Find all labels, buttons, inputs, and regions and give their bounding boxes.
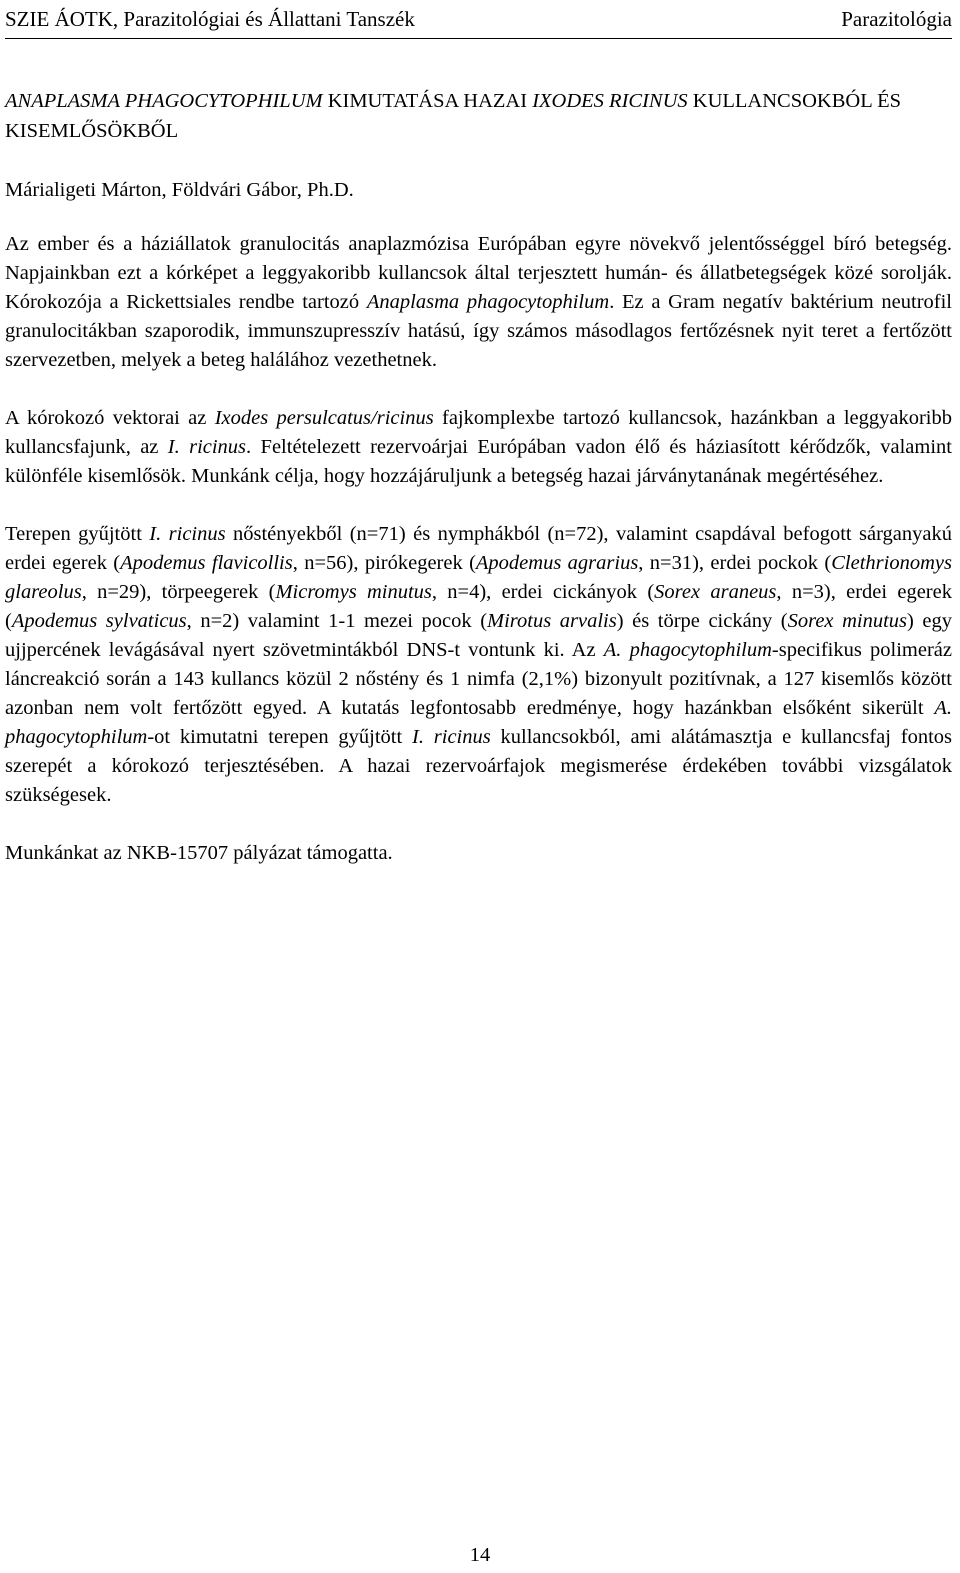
authors-line: Márialigeti Márton, Földvári Gábor, Ph.D. <box>5 179 354 201</box>
italic-span: Mirotus arvalis <box>487 610 617 632</box>
header-subject: Parazitológia <box>841 7 952 31</box>
italic-span: Micromys minutus <box>275 581 432 603</box>
italic-span: Sorex minutus <box>787 610 908 632</box>
italic-span: Ixodes persulcatus/ricinus <box>214 407 434 429</box>
text-span: , n=29), törpeegerek ( <box>81 581 276 603</box>
italic-span: A. phagocytophilum <box>603 639 772 661</box>
text-span: Az ember és a háziállatok granulocitás anaplazmózisa Európában egyre növekvő jelentősséggel bíró betegség. Napjainkban ezt a kórképet a leggyakoribb kullancsok által terjesztett humán- és állatbetegségek közé sorolják. Kórokozója a Rickettsiales rendbe tartozó <box>5 233 952 313</box>
italic-span: Apodemus flavicollis <box>120 552 293 574</box>
text-span: kullancsokból, ami alátámasztja e kullancsfaj fontos szerepét a kórokozó terjesztésében. A hazai rezervoárfajok megismerése érdekében további vizsgálatok szükségesek. <box>5 726 952 806</box>
italic-span: Anaplasma phagocytophilum <box>366 291 610 313</box>
page-header <box>5 4 952 39</box>
title-text-1: KIMUTATÁSA HAZAI <box>322 90 533 112</box>
text-span: , n=31), erdei pockok ( <box>638 552 832 574</box>
italic-span: Clethrionomys glareolus <box>5 552 952 603</box>
italic-span: I. ricinus <box>149 523 226 545</box>
paragraph-introduction <box>5 230 952 375</box>
title-species-name: IXODES RICINUS <box>532 90 688 112</box>
italic-span: I. ricinus <box>412 726 491 748</box>
document-title <box>5 86 952 146</box>
text-span: , n=56), pirókegerek ( <box>292 552 476 574</box>
italic-span: Apodemus sylvaticus <box>11 610 187 632</box>
italic-span: I. ricinus <box>167 436 247 458</box>
italic-span: Sorex araneus <box>654 581 777 603</box>
paragraph-vectors <box>5 404 952 491</box>
text-span: nőstényekből (n=71) és nymphákból (n=72), valamint csapdával befogott sárganyakú erdei egerek ( <box>5 523 952 574</box>
text-span: fajkomplexbe tartozó kullancsok, hazánkban a leggyakoribb kullancsfajunk, az <box>5 407 953 458</box>
italic-span: Apodemus agrarius <box>475 552 639 574</box>
italic-span: A. phagocytophilum <box>5 697 952 748</box>
text-span: A kórokozó vektorai az <box>5 407 215 429</box>
text-span: ) egy ujjpercének levágásával nyert szövetmintákból DNS-t vontunk ki. Az <box>5 610 953 661</box>
title-organism-name: ANAPLASMA PHAGOCYTOPHILUM <box>5 90 323 112</box>
text-span: , n=3), erdei egerek ( <box>5 581 952 632</box>
page-number: 14 <box>469 1544 491 1566</box>
text-span: , n=2) valamint 1-1 mezei pocok ( <box>186 610 488 632</box>
paragraph-methods-results <box>5 520 952 810</box>
document-body <box>5 86 952 868</box>
text-span: ) és törpe cickány ( <box>616 610 788 632</box>
text-span: -ot kimutatni terepen gyűjtött <box>147 726 413 748</box>
text-span: . Ez a Gram negatív baktérium neutrofil granulocitákban szaporodik, immunszupresszív hatású, így számos másodlagos fertőzésnek nyit teret a fertőzött szervezetben, melyek a beteg halálához vezethetnek. <box>5 291 953 371</box>
header-department: SZIE ÁOTK, Parazitológiai és Állattani Tanszék <box>5 7 415 31</box>
paragraph-funding: Munkánkat az NKB-15707 pályázat támogatta. <box>5 842 393 864</box>
text-span: , n=4), erdei cickányok ( <box>431 581 655 603</box>
title-text-2: KULLANCSOKBÓL ÉS KISEMLŐSÖKBŐL <box>5 90 901 142</box>
text-span: Terepen gyűjtött <box>5 523 150 545</box>
text-span: . Feltételezett rezervoárjai Európában vadon élő és háziasított kérődzők, valamint különféle kisemlősök. Munkánk célja, hogy hozzájáruljunk a betegség hazai járványtanának megértéséhez. <box>5 436 952 487</box>
text-span: -specifikus polimeráz láncreakció során a 143 kullancs közül 2 nőstény és 1 nimfa (2,1%) bizonyult pozitívnak, a 127 kisemlős között azonban nem volt fertőzött egyed. A kutatás legfontosabb eredménye, hogy hazánkban elsőként sikerült <box>5 639 952 719</box>
